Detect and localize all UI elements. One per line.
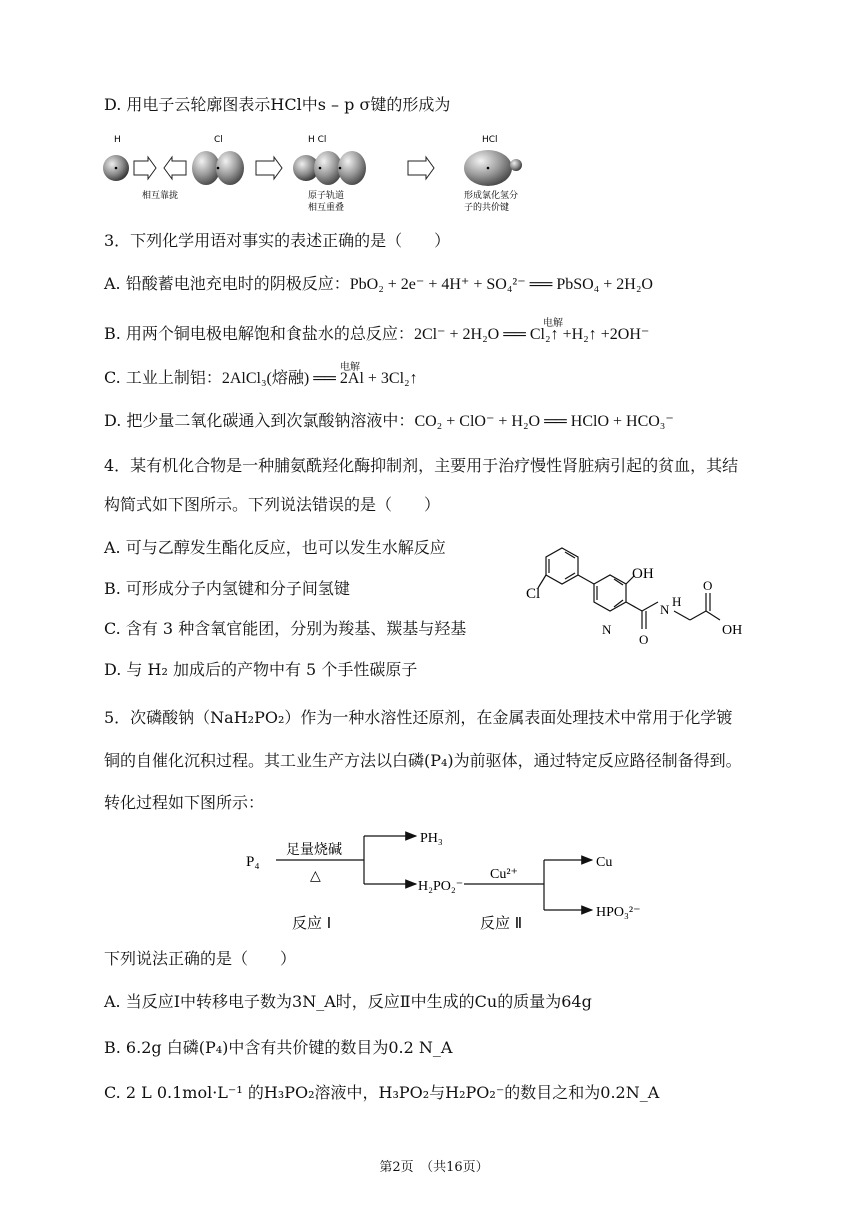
q4-stem-1: 4．某有机化合物是一种脯氨酰羟化酶抑制剂，主要用于治疗慢性肾脏病引起的贫血，其结 [104,456,739,475]
label-cl: Cl [214,135,223,145]
q5-option-c: C. 2 L 0.1mol·L⁻¹ 的H₃PO₂溶液中，H₃PO₂与H₂PO₂⁻的数目之和为0.2N_A [104,1083,660,1102]
flow-reaction-1: 反应 Ⅰ [292,914,332,932]
flow-condition-2: △ [310,868,321,884]
flow-cu2: Cu²⁺ [490,867,518,882]
caption-approach: 相互靠拢 [142,191,179,201]
orbital-diagram [96,128,536,220]
flow-p4: P₄ [246,854,260,870]
q3-c-condition: 电解 [340,362,360,373]
q5-stem-1: 5．次磷酸钠（NaH₂PO₂）作为一种水溶性还原剂，在金属表面处理技术中常用于化学镀 [104,708,733,727]
flow-hpo3: HPO₃²⁻ [596,905,641,920]
flow-ph3: PH₃ [420,831,443,846]
mol-o1: O [639,632,649,647]
q3-option-b: B. 用两个铜电极电解饱和食盐水的总反应：2Cl⁻ + 2H₂O ══ Cl₂↑ +H₂↑ +2OH⁻ [104,324,650,343]
reaction-flow-diagram [240,826,660,936]
q4-option-b: B. 可形成分子内氢键和分子间氢键 [104,579,350,598]
label-hcl: HCl [482,135,498,145]
q5-option-a: A. 当反应Ⅰ中转移电子数为3N_A时，反应Ⅱ中生成的Cu的质量为64g [104,992,592,1011]
flow-condition-1: 足量烧碱 [286,842,342,858]
label-h-cl: H Cl [308,135,327,145]
q3-option-c: C. 工业上制铝：2AlCl₃(熔融) ══ 2Al + 3Cl₂↑ [104,368,418,387]
mol-n: N [602,622,612,637]
q5-stem-2: 铜的自催化沉积过程。其工业生产方法以白磷(P₄)为前驱体，通过特定反应路径制备得到。 [104,751,742,770]
q2-option-d: D. 用电子云轮廓图表示HCl中s – p σ键的形成为 [104,95,451,114]
arrow-left-1 [164,157,186,179]
arrow-right-2 [256,157,282,179]
q3-stem: 3．下列化学用语对事实的表述正确的是（ ） [104,231,451,250]
arrow-right-1 [134,157,156,179]
q4-stem-2: 构简式如下图所示。下列说法错误的是（ ） [104,495,441,514]
cl-p-orbital-left [192,151,220,185]
caption-bond-2: 子的共价键 [464,203,510,213]
caption-bond-1: 形成氯化氢分 [464,191,519,201]
q3-b-condition: 电解 [543,318,563,329]
flow-reaction-2: 反应 Ⅱ [480,914,523,932]
label-h: H [114,135,121,145]
q3-option-a: A. 铅酸蓄电池充电时的阴极反应：PbO₂ + 2e⁻ + 4H⁺ + SO₄²⁻ ══ PbSO₄ + 2H₂O [104,274,653,293]
q5-ask: 下列说法正确的是（ ） [104,949,297,968]
mol-oh: OH [632,566,654,582]
mol-h: H [672,594,682,609]
caption-overlap-2: 相互重叠 [308,203,345,213]
page-footer: 第2页 （共16页） [379,1160,489,1175]
q3-option-d: D. 把少量二氧化碳通入到次氯酸钠溶液中：CO₂ + ClO⁻ + H₂O ══ HClO + HCO₃⁻ [104,411,674,430]
q4-option-d: D. 与 H₂ 加成后的产物中有 5 个手性碳原子 [104,660,418,679]
mol-cl: Cl [526,586,541,602]
flow-cu: Cu [596,855,613,870]
q4-option-c: C. 含有 3 种含氧官能团，分别为羧基、羰基与羟基 [104,619,467,638]
cl-p-orbital-right [216,151,244,185]
arrow-right-3 [408,157,434,179]
mol-o2: O [703,578,713,593]
mol-oh2: OH [722,623,743,638]
caption-overlap-1: 原子轨道 [308,191,345,201]
molecule-structure [522,538,762,662]
q5-option-b: B. 6.2g 白磷(P₄)中含有共价键的数目为0.2 N_A [104,1038,453,1057]
flow-h2po2: H₂PO₂⁻ [418,879,464,894]
q4-option-a: A. 可与乙醇发生酯化反应，也可以发生水解反应 [104,538,446,557]
q5-stem-3: 转化过程如下图所示： [104,793,265,812]
mol-n2: N [660,602,670,617]
